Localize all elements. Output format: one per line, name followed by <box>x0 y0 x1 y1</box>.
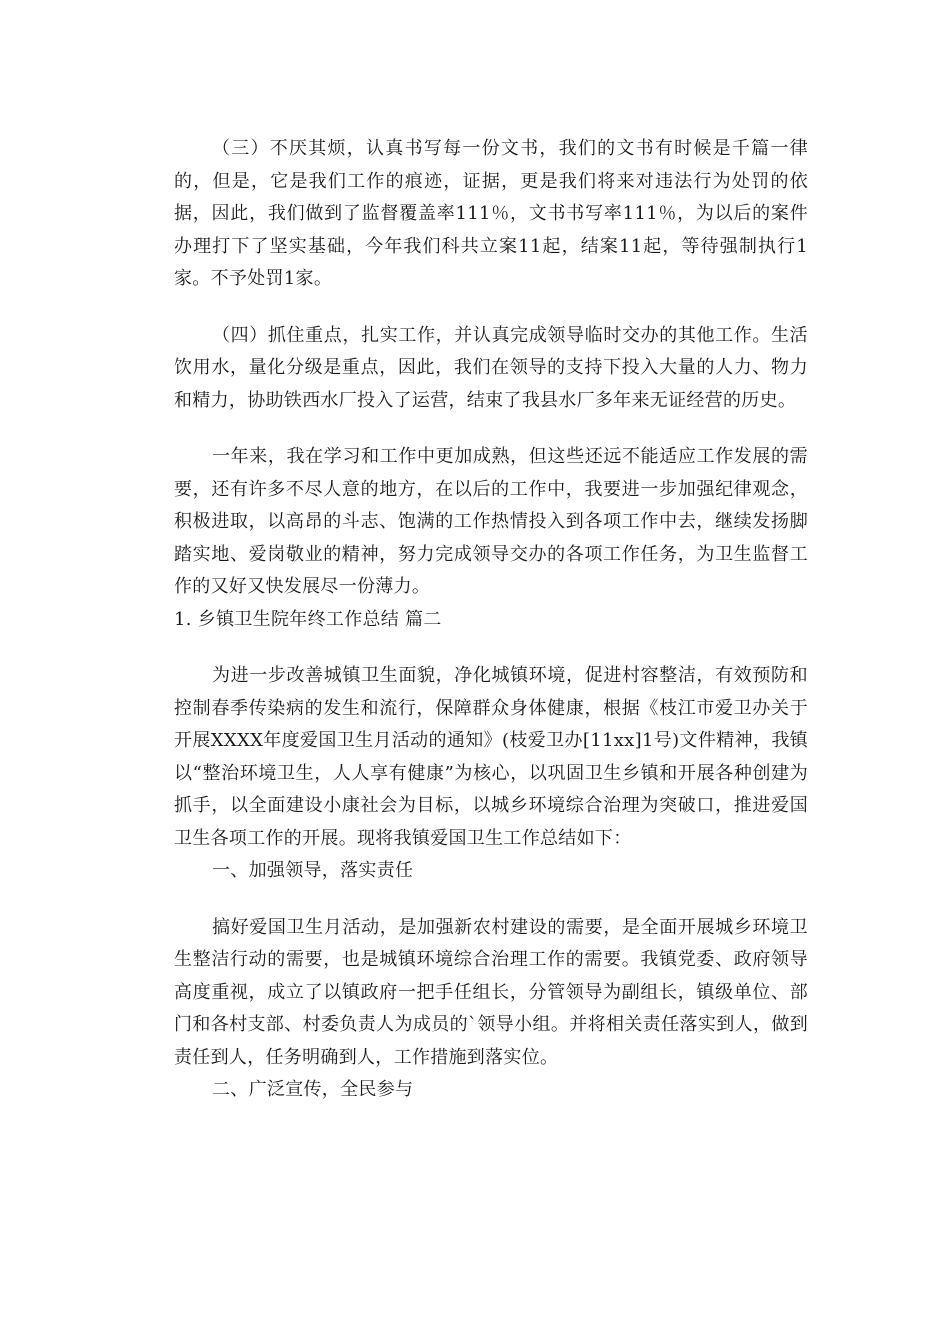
subheading-leadership: 一、加强领导，落实责任 <box>212 860 414 881</box>
document-body <box>174 133 808 1107</box>
paragraph-section-4: （四）抓住重点，扎实工作，并认真完成领导临时交办的其他工作。生活饮用水，量化分级是重点，因此，我们在领导的支持下投入大量的人力、物力和精力，协助铁西水厂投入了运营，结束了我县水厂多年来无证经营的历史。 <box>174 324 808 411</box>
subheading-publicity: 二、广泛宣传，全民参与 <box>212 1079 414 1100</box>
paragraph-year-summary: 一年来，我在学习和工作中更加成熟，但这些还远不能适应工作发展的需要，还有许多不尽人意的地方，在以后的工作中，我要进一步加强纪律观念，积极进取，以高昂的斗志、饱满的工作热情投入到各项工作中去，继续发扬脚踏实地、爱岗敬业的精神，努力完成领导交办的各项工作任务，为卫生监督工作的又好又快发展尽一份薄力。 <box>174 446 808 597</box>
paragraph-section-3: （三）不厌其烦，认真书写每一份文书，我们的文书有时候是千篇一律的，但是，它是我们工作的痕迹，证据，更是我们将来对违法行为处罚的依据，因此，我们做到了监督覆盖率111％，文书书写率111％，为以后的案件办理打下了坚实基础，今年我们科共立案11起，结案11起，等待强制执行1家。不予处罚1家。 <box>174 138 808 289</box>
paragraph-intro: 为进一步改善城镇卫生面貌，净化城镇环境，促进村容整洁，有效预防和控制春季传染病的发生和流行，保障群众身体健康，根据《枝江市爱卫办关于开展XXXX年度爱国卫生月活动的通知》(枝爱卫办[11xx]1号)文件精神，我镇以“整治环境卫生，人人享有健康”为核心，以巩固卫生乡镇和开展各种创建为抓手，以全面建设小康社会为目标，以城乡环境综合治理为突破口，推进爱国卫生各项工作的开展。现将我镇爱国卫生工作总结如下： <box>174 665 808 849</box>
section-title: 1. 乡镇卫生院年终工作总结 篇二 <box>174 608 442 630</box>
paragraph-leadership: 搞好爱国卫生月活动，是加强新农村建设的需要，是全面开展城乡环境卫生整洁行动的需要，也是城镇环境综合治理工作的需要。我镇党委、政府领导高度重视，成立了以镇政府一把手任组长，分管领导为副组长，镇级单位、部门和各村支部、村委负责人为成员的`领导小组。并将相关责任落实到人，做到责任到人，任务明确到人，工作措施到落实位。 <box>174 916 808 1068</box>
